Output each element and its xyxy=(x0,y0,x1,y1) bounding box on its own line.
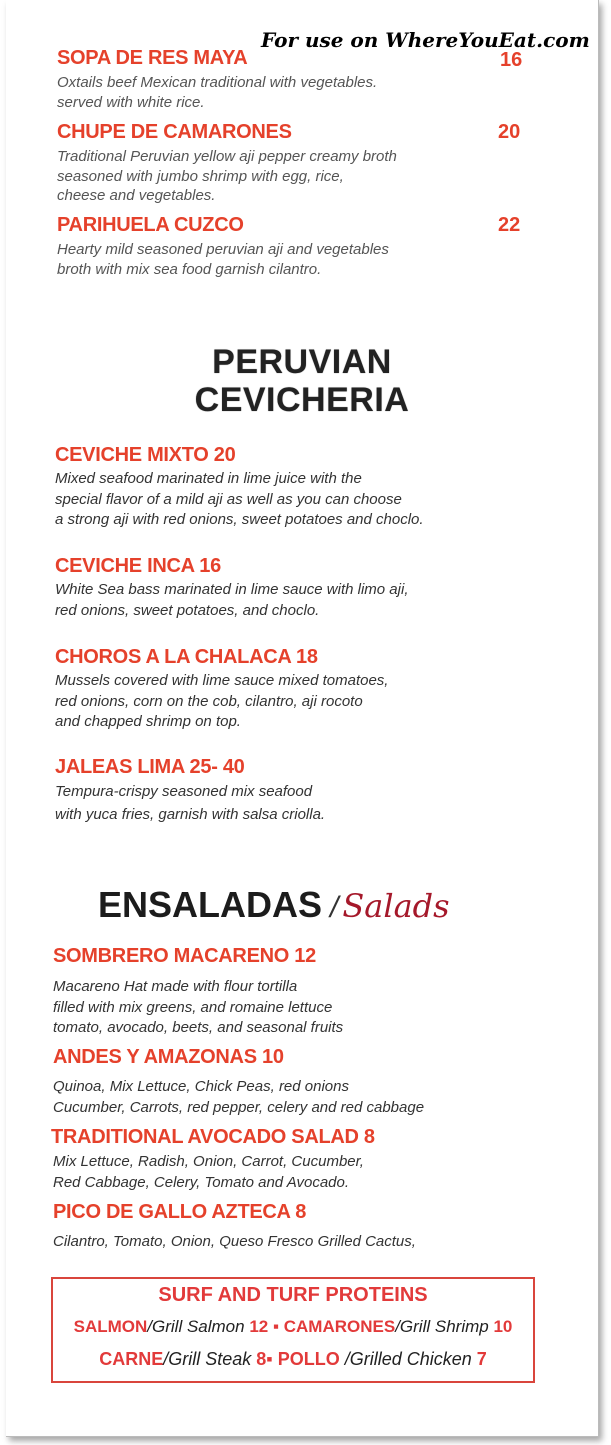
item-desc: Cilantro, Tomato, Onion, Queso Fresco Grilled Cactus, xyxy=(53,1233,416,1250)
item-desc: Mixed seafood marinated in lime juice with the special flavor of a mild aji as well as you can choose a strong aji with red onions, sweet potatoes and choclo. xyxy=(55,470,424,528)
item-desc: Mix Lettuce, Radish, Onion, Carrot, Cucumber, Red Cabbage, Celery, Tomato and Avocado. xyxy=(53,1153,364,1191)
section-title: ENSALADAS / Salads xyxy=(98,884,450,925)
item-name: PICO DE GALLO AZTECA 8 xyxy=(53,1201,307,1223)
item-name: CHUPE DE CAMARONES xyxy=(57,121,292,143)
item-desc: Mussels covered with lime sauce mixed tomatoes, red onions, corn on the cob, cilantro, aji rocoto and chapped shrimp on top. xyxy=(55,672,389,730)
item-name: CEVICHE MIXTO 20 xyxy=(55,444,236,466)
item-price: 22 xyxy=(498,214,521,236)
item-desc: Macareno Hat made with flour tortilla filled with mix greens, and romaine lettuce tomato, avocado, beets, and seasonal fruits xyxy=(53,978,344,1036)
watermark: For use on WhereYouEat.com xyxy=(261,28,590,52)
item-desc: Hearty mild seasoned peruvian aji and vegetables broth with mix sea food garnish cilantro. xyxy=(57,241,389,278)
item-name: PARIHUELA CUZCO xyxy=(57,214,244,236)
item-name: TRADITIONAL AVOCADO SALAD 8 xyxy=(51,1126,375,1148)
item-name: SOMBRERO MACARENO 12 xyxy=(53,945,316,967)
menu-page xyxy=(6,0,599,1437)
proteins-line: SALMON/Grill Salmon 12 ▪ CAMARONES/Grill Shrimp 10 xyxy=(73,1317,513,1336)
item-name: SOPA DE RES MAYA xyxy=(57,47,248,69)
item-name: CEVICHE INCA 16 xyxy=(55,555,221,577)
proteins-line: CARNE/Grill Steak 8▪ POLLO /Grilled Chicken 7 xyxy=(99,1349,487,1369)
section-title: CEVICHERIA xyxy=(194,381,410,419)
proteins-box xyxy=(51,1277,535,1383)
proteins-title: SURF AND TURF PROTEINS xyxy=(158,1284,428,1306)
item-name: ANDES Y AMAZONAS 10 xyxy=(53,1046,284,1068)
item-desc: White Sea bass marinated in lime sauce with limo aji, red onions, sweet potatoes, and choclo. xyxy=(55,581,409,619)
item-name: JALEAS LIMA 25- 40 xyxy=(55,756,245,778)
item-desc: Quinoa, Mix Lettuce, Chick Peas, red onions Cucumber, Carrots, red pepper, celery and red cabbage xyxy=(53,1078,425,1116)
item-desc: Oxtails beef Mexican traditional with vegetables. served with white rice. xyxy=(57,74,378,111)
item-price: 16 xyxy=(500,49,523,71)
item-price: 20 xyxy=(498,121,521,143)
item-desc: Tempura-crispy seasoned mix seafood with yuca fries, garnish with salsa criolla. xyxy=(55,783,326,823)
item-desc: Traditional Peruvian yellow aji pepper creamy broth seasoned with jumbo shrimp with egg, rice, cheese and vegetables. xyxy=(57,148,397,204)
item-name: CHOROS A LA CHALACA 18 xyxy=(55,646,318,668)
section-title: PERUVIAN xyxy=(212,343,392,381)
